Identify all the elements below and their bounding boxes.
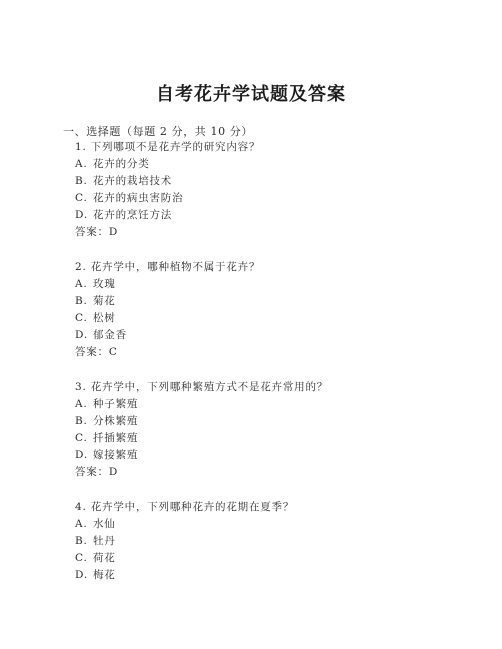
option-letter: D. — [75, 209, 88, 221]
option-letter: D. — [75, 449, 88, 461]
option-letter: A. — [75, 398, 88, 410]
option-text: 花卉的分类 — [93, 158, 150, 170]
option-text: 嫁接繁殖 — [93, 449, 139, 461]
option-letter: B. — [75, 535, 88, 547]
option-letter: A. — [75, 278, 88, 290]
option-text: 松树 — [93, 312, 116, 324]
option-letter: C. — [75, 192, 88, 204]
option-text: 荷花 — [93, 552, 116, 564]
option-text: 扦插繁殖 — [93, 432, 139, 444]
option-b — [75, 173, 455, 190]
section-header: 一、选择题（每题 2 分，共 10 分） — [63, 125, 253, 138]
option-letter: B. — [75, 295, 88, 307]
option-a — [75, 156, 455, 173]
option-c — [75, 190, 455, 207]
option-d — [75, 327, 455, 344]
option-letter: C. — [75, 432, 88, 444]
option-b — [75, 533, 455, 550]
option-letter: B. — [75, 415, 88, 427]
option-b — [75, 293, 455, 310]
option-text: 菊花 — [93, 295, 116, 307]
option-text: 梅花 — [93, 569, 116, 581]
option-b — [75, 413, 455, 430]
option-text: 玫瑰 — [93, 278, 116, 290]
option-a — [75, 396, 455, 413]
option-text: 水仙 — [93, 518, 116, 530]
option-letter: A. — [75, 158, 88, 170]
question-2 — [75, 259, 455, 361]
option-d — [75, 447, 455, 464]
option-text: 花卉的栽培技术 — [93, 175, 173, 187]
question-4 — [75, 499, 455, 584]
question-stem: 4. 花卉学中，下列哪种花卉的花期在夏季？ — [75, 501, 295, 513]
question-stem: 2. 花卉学中，哪种植物不属于花卉？ — [75, 261, 261, 273]
option-letter: C. — [75, 312, 88, 324]
question-3 — [75, 379, 455, 481]
option-c — [75, 430, 455, 447]
option-text: 分株繁殖 — [93, 415, 139, 427]
option-text: 种子繁殖 — [93, 398, 139, 410]
answer-line: 答案：D — [75, 466, 119, 478]
option-d — [75, 207, 455, 224]
option-letter: B. — [75, 175, 88, 187]
option-text: 牡丹 — [93, 535, 116, 547]
option-text: 花卉的烹饪方法 — [93, 209, 173, 221]
option-letter: D. — [75, 569, 88, 581]
question-stem: 1. 下列哪项不是花卉学的研究内容？ — [75, 141, 261, 153]
option-d — [75, 567, 455, 584]
question-1 — [75, 139, 455, 241]
option-a — [75, 276, 455, 293]
option-a — [75, 516, 455, 533]
option-c — [75, 550, 455, 567]
option-text: 郁金香 — [93, 329, 127, 341]
question-list — [75, 139, 455, 602]
option-letter: A. — [75, 518, 88, 530]
option-text: 花卉的病虫害防治 — [93, 192, 184, 204]
answer-line: 答案：C — [75, 346, 118, 358]
option-letter: C. — [75, 552, 88, 564]
option-c — [75, 310, 455, 327]
question-stem: 3. 花卉学中，下列哪种繁殖方式不是花卉常用的？ — [75, 381, 329, 393]
option-letter: D. — [75, 329, 88, 341]
answer-line: 答案：D — [75, 226, 119, 238]
document-title: 自考花卉学试题及答案 — [156, 84, 346, 105]
